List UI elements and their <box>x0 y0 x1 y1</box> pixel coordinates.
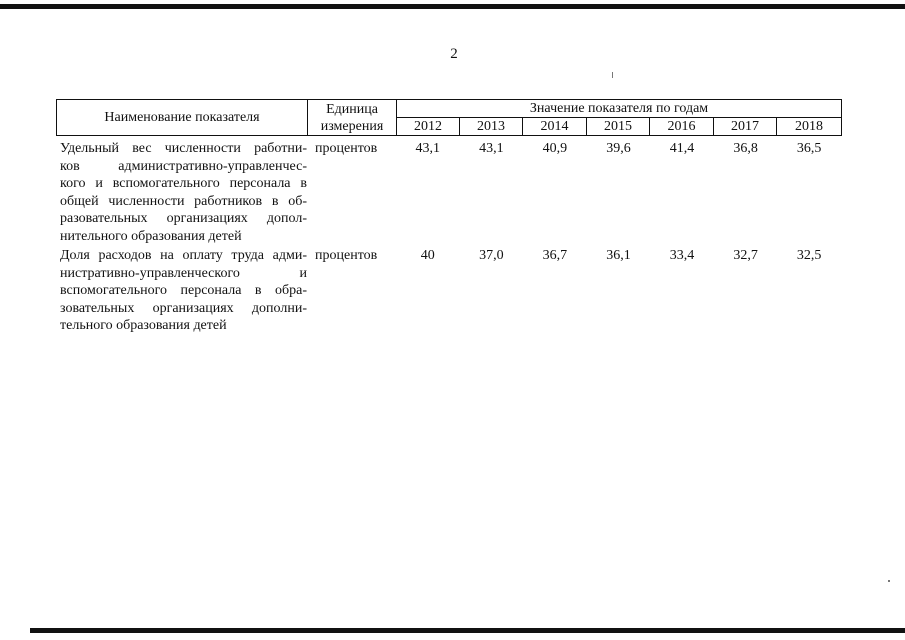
table-row <box>56 247 841 335</box>
row-1-name-line: нительного образования детей <box>60 228 242 244</box>
header-values-group: Значение показателя по годам <box>397 100 842 118</box>
row-1-name-line: разовательных организациях допол- <box>60 211 307 226</box>
row-1-name-line: Удельный вес численности работни- <box>60 141 307 156</box>
row-1-name-line: кого и вспомогательного персонала в <box>60 176 307 191</box>
row-1-value-2014: 40,9 <box>542 141 568 156</box>
row-1-name-line: ков административно-управленчес- <box>60 158 307 174</box>
scan-speck <box>888 580 890 582</box>
row-2-value-2016: 33,4 <box>669 248 695 263</box>
row-2-value-2017: 32,7 <box>733 248 758 263</box>
table-row <box>56 140 841 245</box>
row-1-value-2016: 41,4 <box>669 141 695 156</box>
indicator-table-body <box>56 140 841 337</box>
row-2-value-2014: 36,7 <box>542 248 568 263</box>
row-1-value-2017: 36,8 <box>733 141 758 156</box>
row-2-name-line: тельного образования детей <box>60 318 227 333</box>
row-2-value-2012: 40 <box>420 248 435 263</box>
bottom-border-rule <box>30 628 905 633</box>
header-year-2012: 2012 <box>397 118 460 136</box>
row-1-value-2015: 39,6 <box>606 141 631 156</box>
top-border-rule <box>0 4 905 9</box>
row-2-value-2018: 32,5 <box>796 248 822 263</box>
row-2-name-line: зовательных организациях дополни- <box>60 300 307 316</box>
header-year-2013: 2013 <box>460 118 523 136</box>
scan-speck <box>612 72 613 78</box>
row-2-name-line: нистративно-управленческого и <box>60 265 307 281</box>
row-1-unit: процентов <box>315 141 378 156</box>
header-year-2018: 2018 <box>777 118 842 136</box>
page-number: 2 <box>450 46 458 62</box>
row-1-name <box>56 140 307 245</box>
row-2-name-line: вспомогательного персонала в обра- <box>60 283 307 298</box>
header-year-2016: 2016 <box>650 118 714 136</box>
row-2-unit: процентов <box>315 248 378 263</box>
header-unit-line2: измерения <box>320 118 384 134</box>
row-1-value-2012: 43,1 <box>415 141 441 156</box>
header-year-2017: 2017 <box>714 118 777 136</box>
row-1-value-2013: 43,1 <box>479 141 504 156</box>
header-year-2014: 2014 <box>523 118 587 136</box>
row-2-name-line: Доля расходов на оплату труда адми- <box>60 248 307 263</box>
header-unit-column <box>308 100 397 136</box>
row-2-value-2013: 37,0 <box>479 248 504 263</box>
header-year-2015: 2015 <box>587 118 650 136</box>
header-unit-line1: Единица <box>326 101 378 117</box>
row-1-value-2018: 36,5 <box>796 141 822 156</box>
header-name-column: Наименование показателя <box>57 100 308 136</box>
row-2-value-2015: 36,1 <box>606 248 631 263</box>
indicator-table-header <box>56 99 842 136</box>
row-1-name-line: общей численности работников в об- <box>60 193 307 209</box>
row-2-name <box>56 247 307 335</box>
